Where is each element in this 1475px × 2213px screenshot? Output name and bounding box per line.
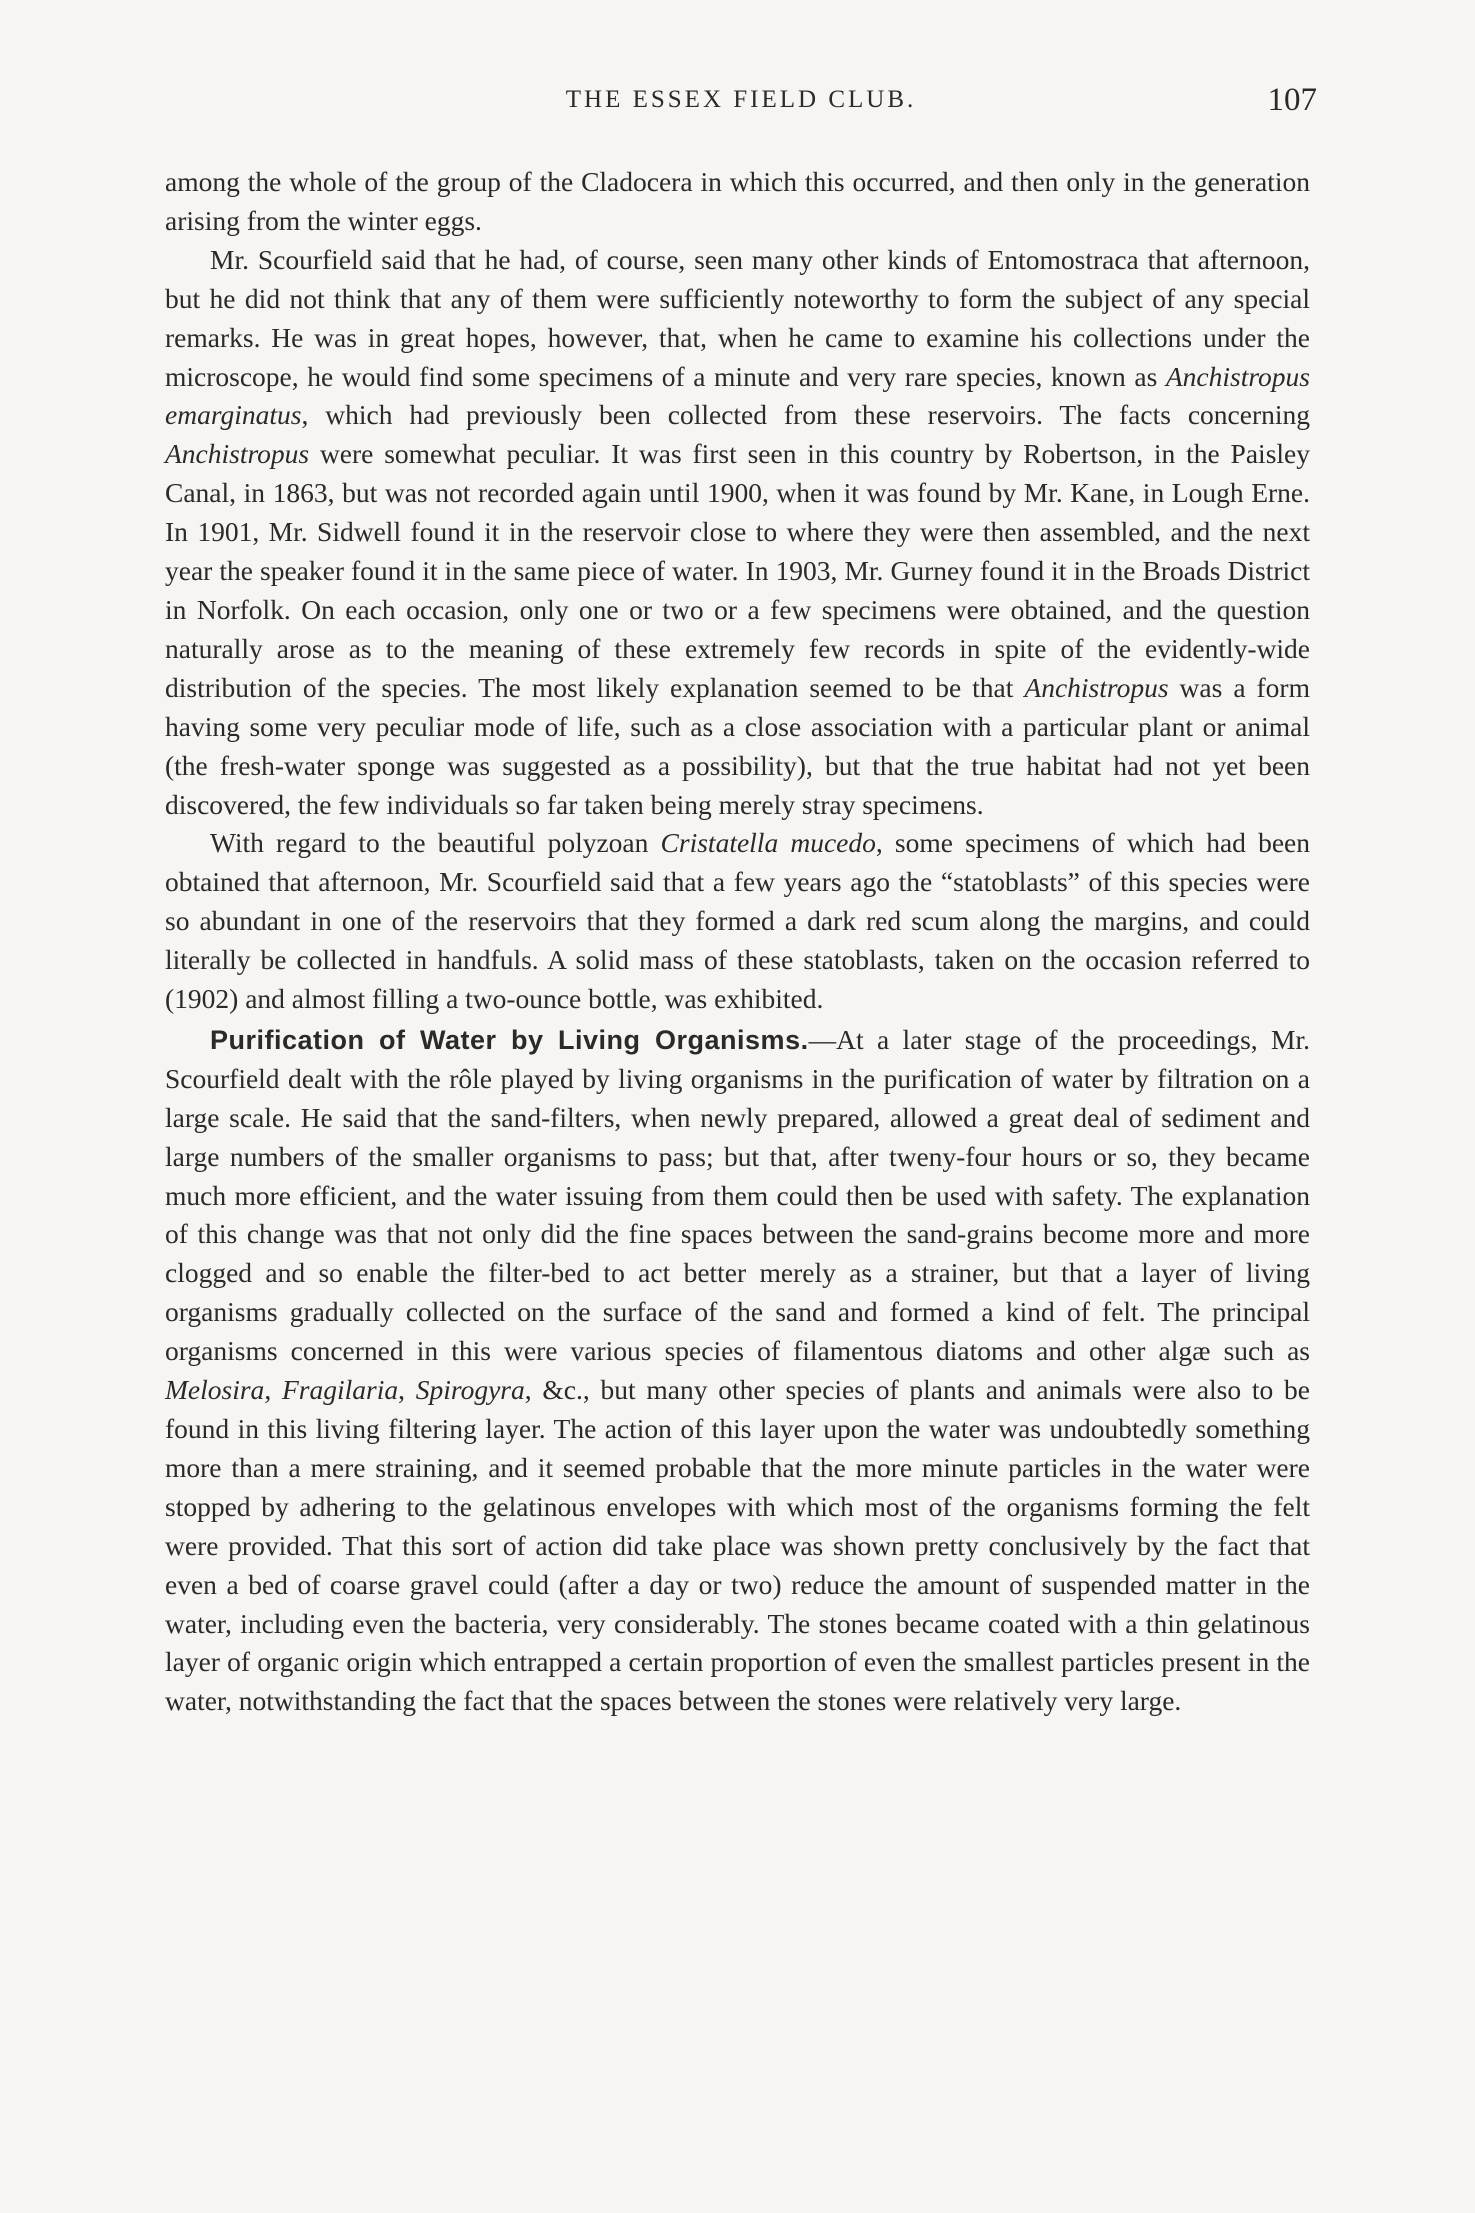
body-text xyxy=(165,163,1310,1721)
species-name: Anchistropus xyxy=(165,438,310,470)
text-run: , xyxy=(398,1374,416,1406)
text-run: , which had previously been collected from these reservoirs. The facts concerning xyxy=(301,399,1310,431)
text-run: was a form having some very peculiar mode of life, such as a close association with a particular plant or animal (the fresh-water sponge was suggested as a possibility), but that the true habitat had not yet been discovered, the few individuals so far taken being merely stray specimens. xyxy=(165,671,1310,820)
text-run: among the whole of the group of the Cladocera in which this occurred, and then only in the generation arising from the winter eggs. xyxy=(165,166,1310,236)
text-run: , some specimens of which had been obtained that afternoon, Mr. Scourfield said that a few years ago the “statoblasts” of this species were so abundant in one of the reservoirs that they formed a dark red scum along the margins, and could literally be collected in handfuls. A solid mass of these statoblasts, taken on the occasion referred to (1902) and almost filling a two-ounce bottle, was exhibited. xyxy=(165,827,1310,1015)
paragraph xyxy=(165,1021,1310,1721)
paragraph xyxy=(165,163,1310,241)
page-number: 107 xyxy=(1267,82,1317,118)
species-name: Melosira xyxy=(165,1374,265,1406)
text-run: , &c., but many other species of plants and animals were also to be found in this living filtering layer. The action of this layer upon the water was undoubtedly something more than a mere straining, and it seemed probable that the more minute particles in the water were stopped by adhering to the gelatinous envelopes with which most of the organisms forming the felt were provided. That this sort of action did take place was shown pretty conclusively by the fact that even a bed of coarse gravel could (after a day or two) reduce the amount of suspended matter in the water, including even the bacteria, very considerably. The stones became coated with a thin gelatinous layer of organic origin which entrapped a certain proportion of even the smallest particles present in the water, notwithstanding the fact that the spaces between the stones were relatively very large. xyxy=(165,1374,1311,1717)
running-title: THE ESSEX FIELD CLUB. xyxy=(565,86,917,113)
species-name: Fragilaria xyxy=(281,1374,399,1406)
species-name: Cristatella mucedo xyxy=(660,827,876,859)
paragraph xyxy=(165,824,1310,1019)
section-heading: Purification of Water by Living Organisms. xyxy=(210,1024,809,1055)
text-run: , xyxy=(264,1374,282,1406)
text-run: With regard to the beautiful polyzoan xyxy=(210,827,661,859)
text-run: —At a later stage of the proceedings, Mr. Scourfield dealt with the rôle played by living organisms in the purification of water by filtration on a large scale. He said that the sand-filters, when newly prepared, allowed a great deal of sediment and large numbers of the smaller organisms to pass; but that, after tweny-four hours or so, they became much more efficient, and the water issuing from them could then be used with safety. The explanation of this change was that not only did the fine spaces between the sand-grains become more and more clogged and so enable the filter-bed to act better merely as a strainer, but that a layer of living organisms gradually collected on the surface of the sand and formed a kind of felt. The principal organisms concerned in this were various species of filamentous diatoms and other algæ such as xyxy=(165,1023,1311,1367)
running-head xyxy=(165,82,1317,122)
text-run: Mr. Scourfield said that he had, of course, seen many other kinds of Entomostraca that afternoon, but he did not think that any of them were sufficiently noteworthy to form the subject of any special remarks. He was in great hopes, however, that, when he came to examine his collections under the microscope, he would find some specimens of a minute and very rare species, known as xyxy=(165,243,1310,392)
species-name: Anchistropus emarginatus xyxy=(165,360,1310,431)
text-run: were somewhat peculiar. It was first seen in this country by Robertson, in the Paisley Canal, in 1863, but was not recorded again until 1900, when it was found by Mr. Kane, in Lough Erne. In 1901, Mr. Sidwell found it in the reservoir close to where they were then assembled, and the next year the speaker found it in the same piece of water. In 1903, Mr. Gurney found it in the Broads District in Norfolk. On each occasion, only one or two or a few specimens were obtained, and the question naturally arose as to the meaning of these extremely few records in spite of the evidently-wide distribution of the species. The most likely explanation seemed to be that xyxy=(165,438,1310,703)
species-name: Spirogyra xyxy=(415,1374,525,1406)
paragraph xyxy=(165,241,1310,825)
species-name: Anchistropus xyxy=(1024,671,1169,703)
